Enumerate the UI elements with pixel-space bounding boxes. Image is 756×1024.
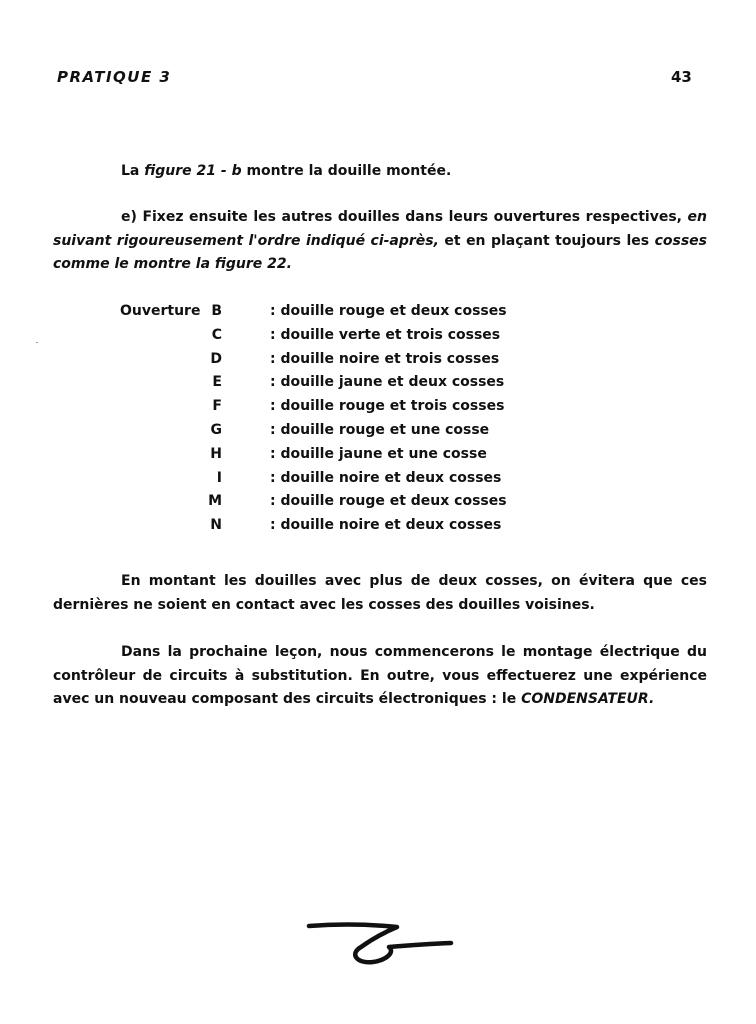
- list-item-letter: N: [210, 517, 222, 534]
- list-item-letter: H: [210, 445, 222, 462]
- signature-mark: [305, 914, 455, 974]
- list-item-desc: : douille noire et deux cosses: [270, 517, 502, 534]
- list-item-letter: B: [211, 303, 222, 319]
- para4-text: Dans la prochaine leçon, nous commencerons le montage électrique du contrôleur de circuits à substitution. En outre, vous effectuerez une expérience avec un nouveau composant des circuits électroniques : le: [53, 644, 707, 707]
- para4-emphasis: CONDENSATEUR.: [521, 691, 655, 707]
- paragraph-mounting-note: [53, 570, 707, 617]
- paragraph-figure-21b: [53, 160, 707, 184]
- para2-text-1: e) Fixez ensuite les autres douilles dans leurs ouvertures respectives,: [121, 209, 688, 225]
- para1-text-pre: La: [121, 163, 145, 179]
- section-header: PRATIQUE 3: [57, 68, 172, 86]
- list-item-letter: I: [216, 469, 222, 486]
- para2-emphasis-1: en suivant rigoureusement l'ordre indiqué ci-après,: [53, 209, 707, 249]
- paragraph-instruction-e: [53, 206, 707, 277]
- list-item-desc: : douille noire et trois cosses: [270, 350, 500, 367]
- list-item-desc: : douille jaune et une cosse: [270, 445, 487, 462]
- paragraph-next-lesson: [53, 641, 707, 712]
- para2-text-2: et en plaçant toujours les: [438, 232, 655, 249]
- list-item-desc: : douille verte et trois cosses: [270, 326, 501, 343]
- page-number: 43: [671, 68, 692, 86]
- para1-text-post: montre la douille montée.: [241, 163, 452, 179]
- list-item-desc: : douille rouge et deux cosses: [270, 303, 507, 319]
- list-item-desc: : douille jaune et deux cosses: [270, 374, 505, 391]
- list-item-letter: G: [210, 421, 222, 438]
- para3-text: En montant les douilles avec plus de deux cosses, on évitera que ces dernières ne soient en contact avec les cosses des douilles voisines.: [53, 573, 707, 613]
- list-item-letter: C: [211, 326, 222, 343]
- list-item-desc: : douille noire et deux cosses: [270, 469, 502, 486]
- para2-emphasis-2: cosses comme le montre la figure 22.: [53, 232, 707, 272]
- scan-speck: [36, 342, 38, 343]
- list-item-desc: : douille rouge et deux cosses: [270, 493, 507, 510]
- list-item-letter: F: [212, 398, 222, 415]
- list-item-desc: : douille rouge et une cosse: [270, 421, 490, 438]
- list-item-letter: D: [210, 350, 222, 367]
- list-item-desc: : douille rouge et trois cosses: [270, 398, 505, 415]
- figure-reference: figure 21 - b: [144, 163, 242, 179]
- list-item-letter: E: [212, 374, 222, 391]
- list-lead-label: Ouverture: [120, 303, 201, 319]
- list-item-letter: M: [208, 493, 222, 510]
